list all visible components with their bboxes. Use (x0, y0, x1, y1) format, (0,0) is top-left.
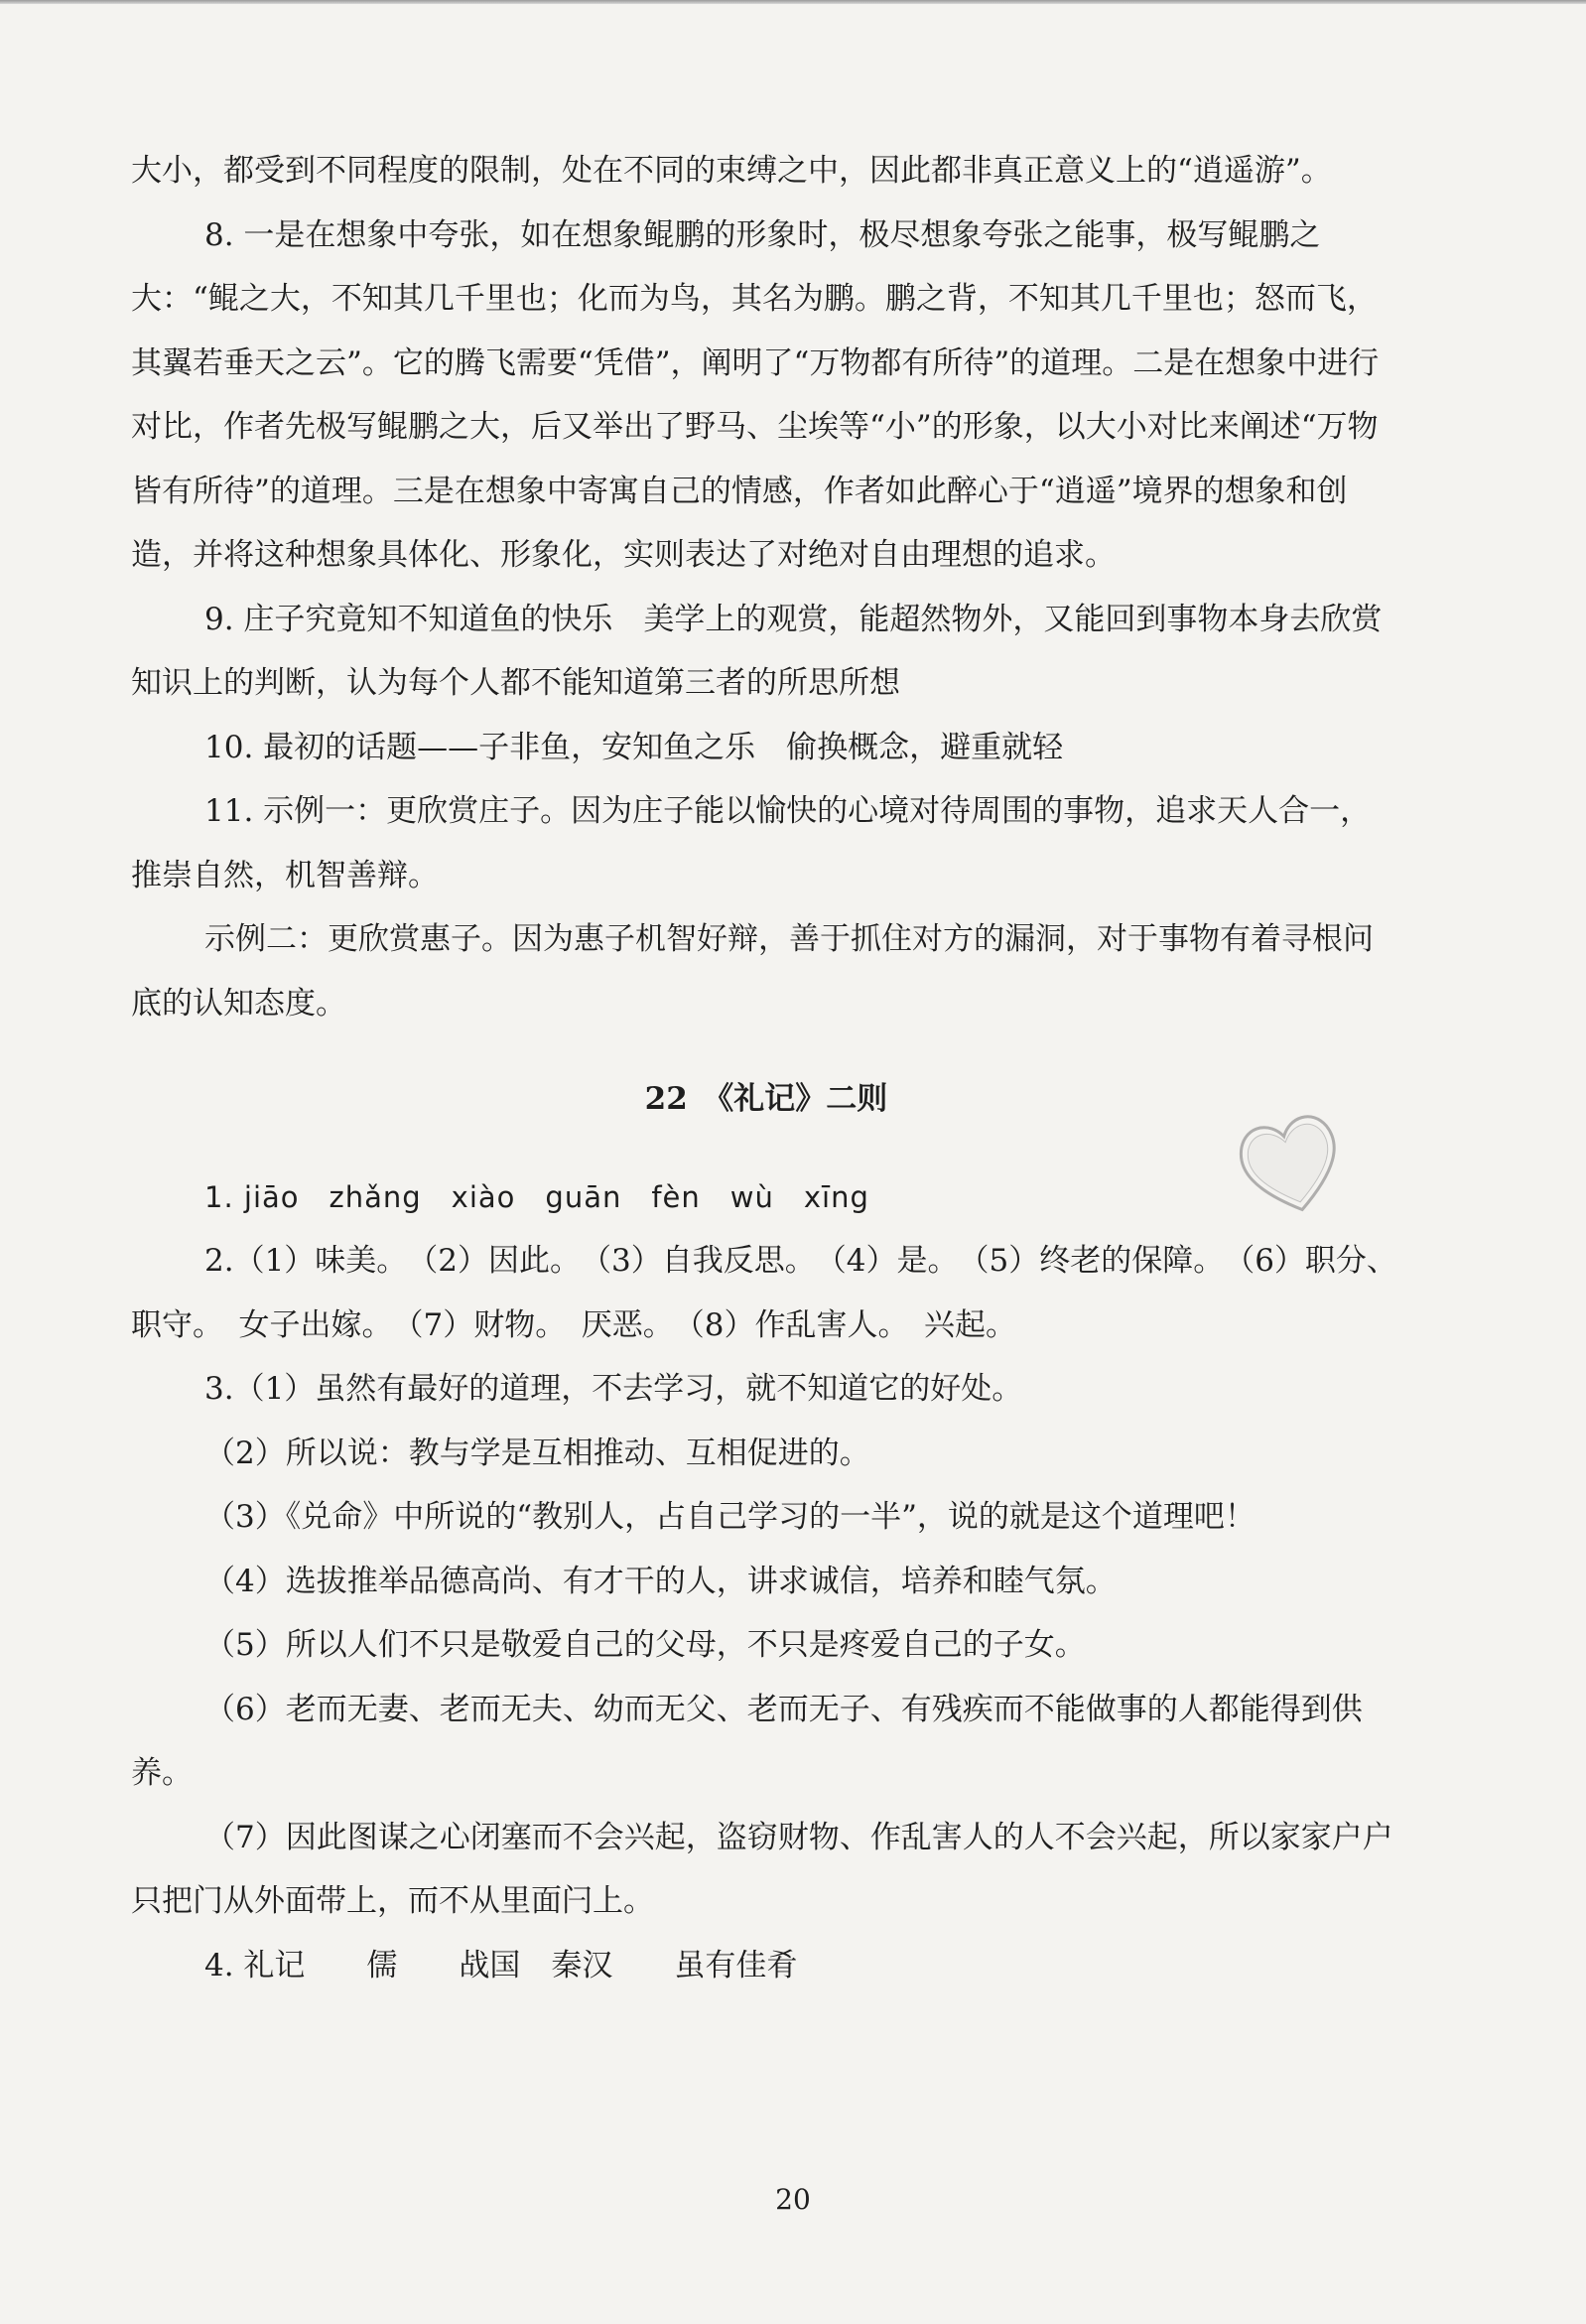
answer-3-5: （5）所以人们不只是敬爱自己的父母，不只是疼爱自己的子女。 (204, 1627, 1086, 1663)
answer-2: 2.（1）味美。 （2）因此。 （3）自我反思。 （4）是。 （5）终老的保障。 （6）职分、职守。 女子出嫁。 （7）财物。 厌恶。 （8）作乱害人。 兴起。 (131, 1243, 1397, 1343)
answer-10: 10. 最初的话题——子非鱼，安知鱼之乐 偷换概念，避重就轻 (204, 729, 1064, 765)
answer-text-body (131, 139, 1413, 1997)
page-number: 20 (775, 2183, 811, 2216)
answer-3-2: （2）所以说：教与学是互相推动、互相促进的。 (204, 1435, 870, 1471)
answer-3-4: （4）选拔推举品德高尚、有才干的人，讲求诚信，培养和睦气氛。 (204, 1563, 1117, 1599)
section-heading: 22 《礼记》二则 (644, 1081, 888, 1117)
answer-3-3: （3）《兑命》中所说的“教别人，占自己学习的一半”，说的就是这个道理吧！ (204, 1499, 1256, 1535)
answer-8: 8. 一是在想象中夸张，如在想象鲲鹏的形象时，极尽想象夸张之能事，极写鲲鹏之大：“鲲之大，不知其几千里也；化而为鸟，其名为鹏。鹏之背，不知其几千里也；怒而飞，其翼若垂天之云”。它的腾飞需要“凭借”，阐明了“万物都有所待”的道理。二是在想象中进行对比，作者先极写鲲鹏之大，后又举出了野马、尘埃等“小”的形象，以大小对比来阐述“万物皆有所待”的道理。三是在想象中寄寓自己的情感，作者如此醉心于“逍遥”境界的想象和创造，并将这种想象具体化、形象化，实则表达了对绝对自由理想的追求。 (131, 216, 1380, 573)
answer-11: 11. 示例一：更欣赏庄子。因为庄子能以愉快的心境对待周围的事物，追求天人合一，推崇自然，机智善辩。 (131, 793, 1372, 893)
answer-3-6: （6）老而无妻、老而无夫、幼而无父、老而无子、有残疾而不能做事的人都能得到供养。 (131, 1691, 1363, 1791)
answer-4: 4. 礼记 儒 战国 秦汉 虽有佳肴 (204, 1947, 798, 1983)
top-edge-line (0, 0, 1586, 4)
answer-9: 9. 庄子究竟知不知道鱼的快乐 美学上的观赏，能超然物外，又能回到事物本身去欣赏 知识上的判断，认为每个人都不能知道第三者的所思所想 (131, 601, 1413, 701)
paragraph-continuation: 大小，都受到不同程度的限制，处在不同的束缚之中，因此都非真正意义上的“逍遥游”。 (131, 153, 1332, 189)
answer-3-1: 3.（1）虽然有最好的道理，不去学习，就不知道它的好处。 (204, 1371, 1023, 1407)
answer-1-pinyin: 1. jiāo zhǎng xiào guān fèn wù xīng (204, 1179, 869, 1214)
answer-11-example-2: 示例二：更欣赏惠子。因为惠子机智好辩，善于抓住对方的漏洞，对于事物有着寻根问底的认知态度。 (131, 921, 1374, 1022)
answer-3-7: （7）因此图谋之心闭塞而不会兴起，盗窃财物、作乱害人的人不会兴起，所以家家户户只把门从外面带上，而不从里面闩上。 (131, 1819, 1393, 1919)
